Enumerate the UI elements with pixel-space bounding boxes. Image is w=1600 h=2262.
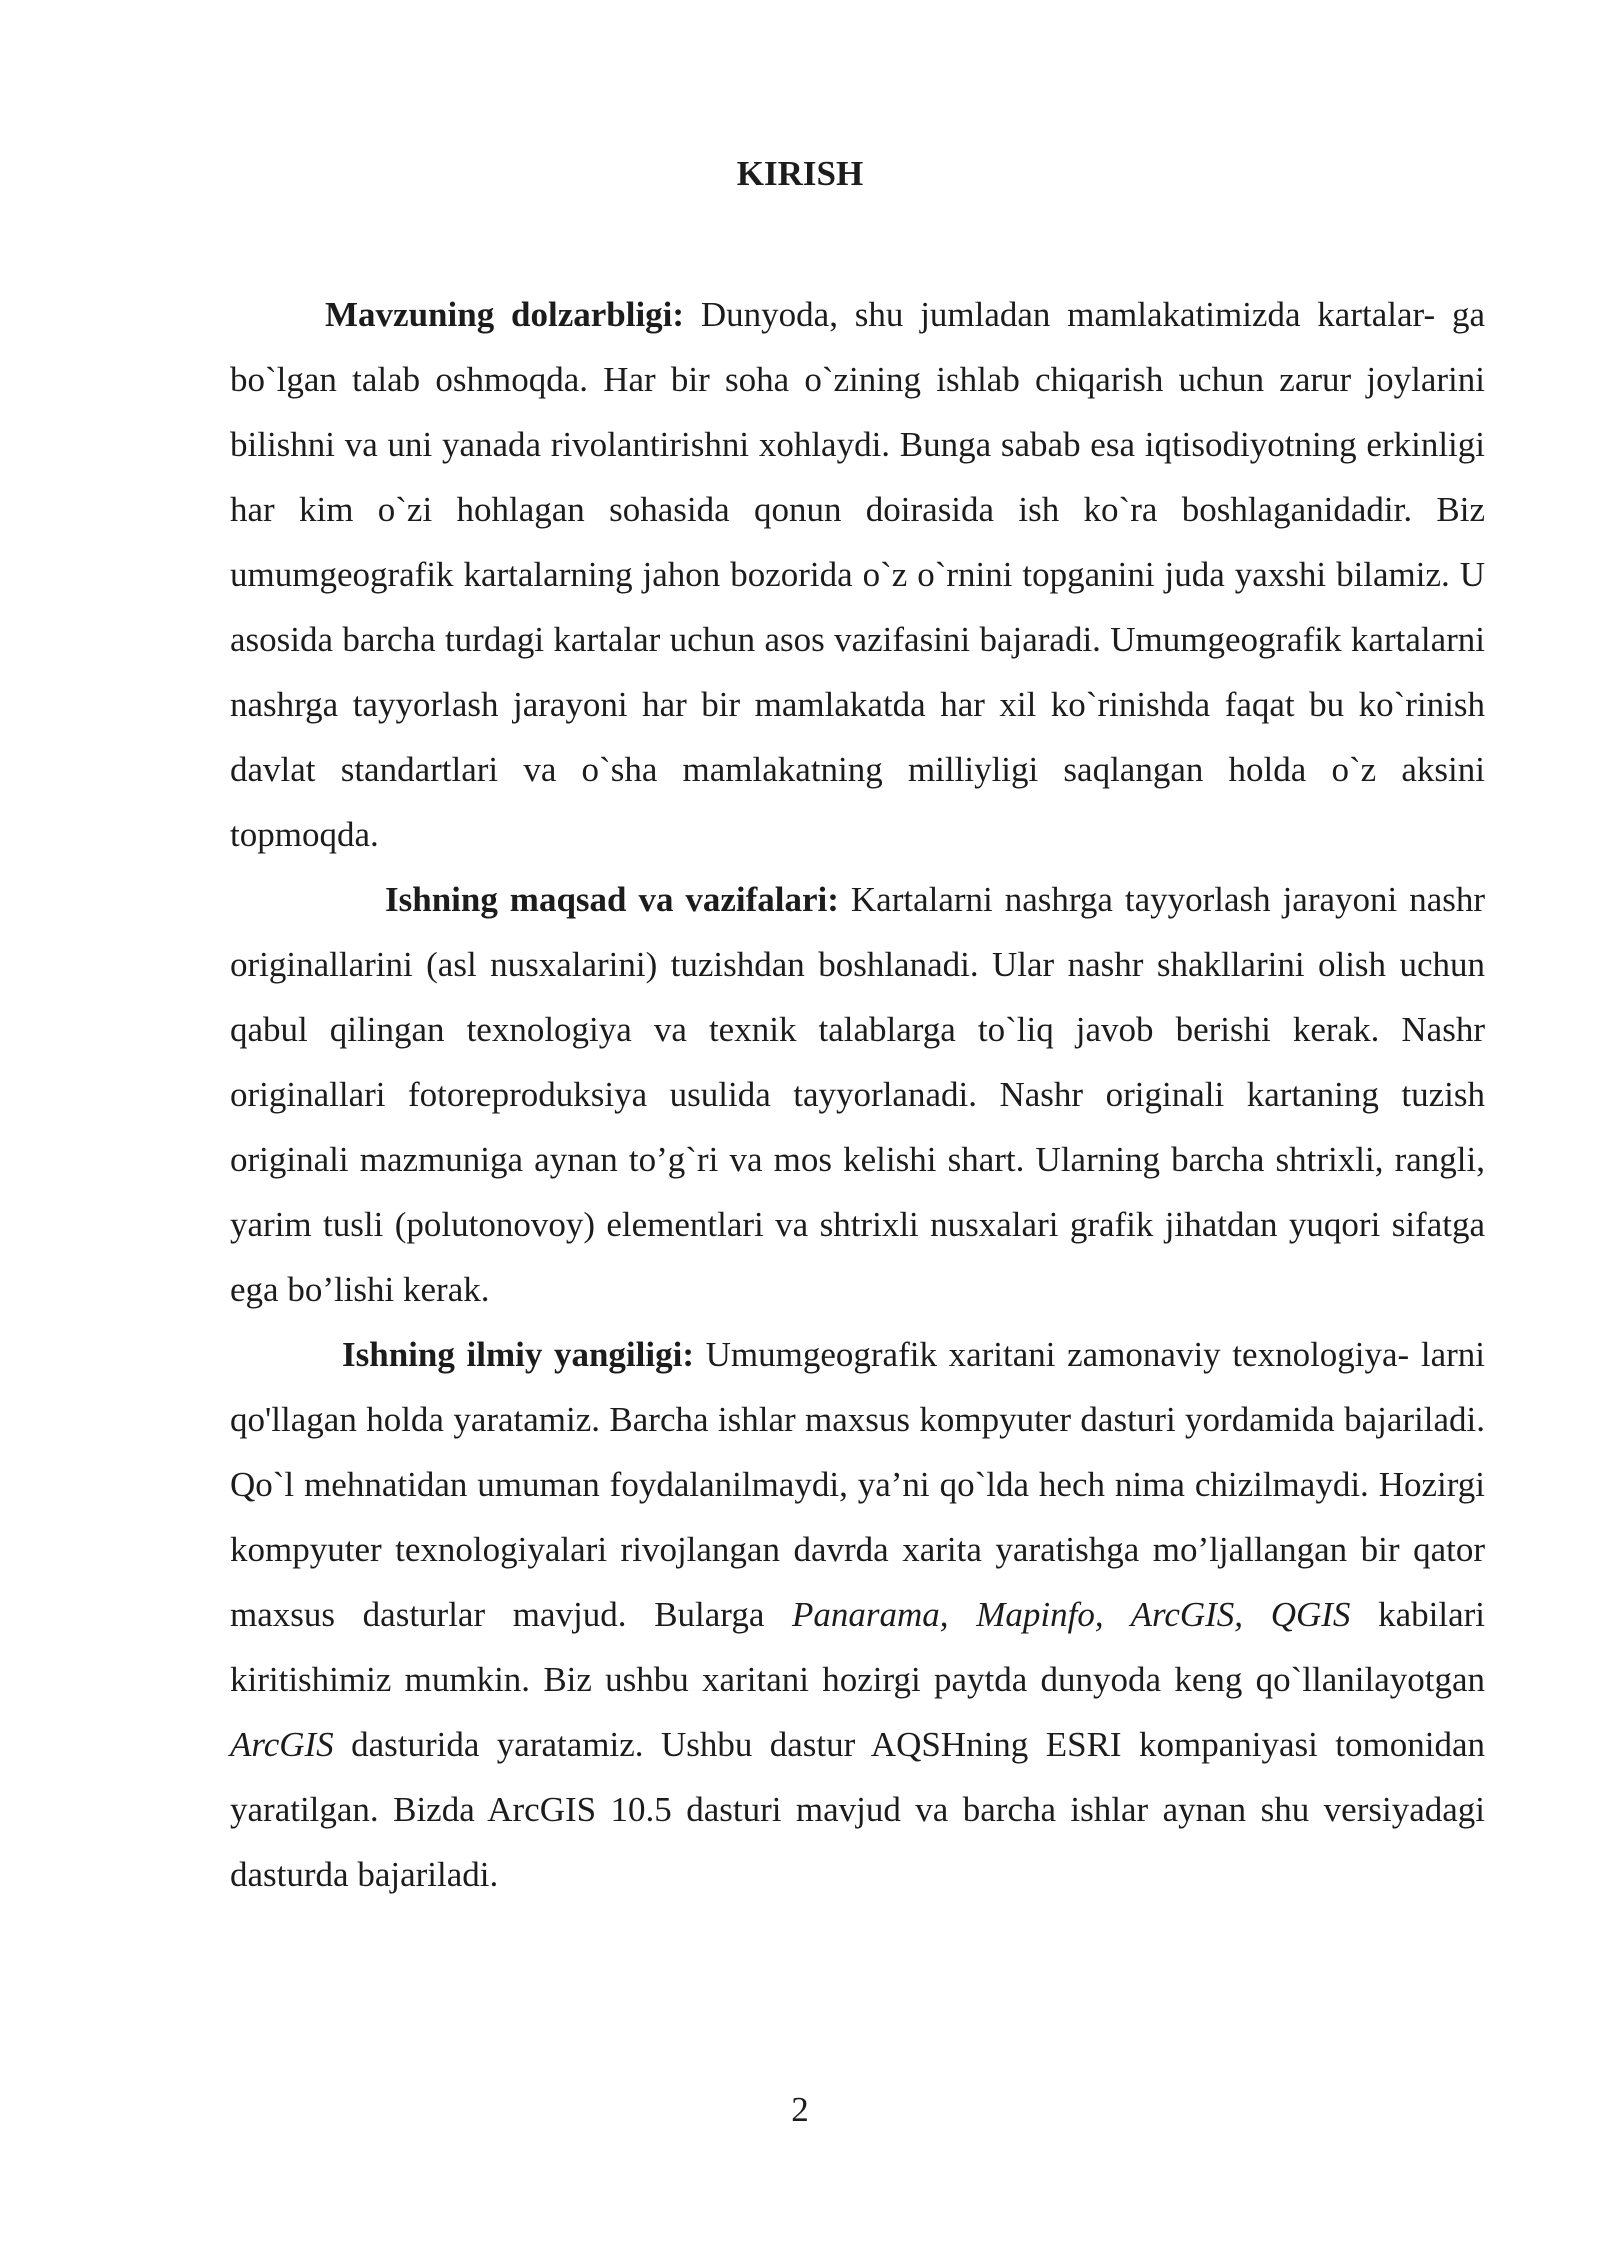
paragraph-goals bbox=[230, 867, 1485, 1322]
paragraph-text-novelty-a: Umumgeografik xaritani zamonaviy texnologiya- larni qo'llagan holda yaratamiz. Barcha ishlar maxsus kompyuter dasturi yordamida bajariladi. Qo`l mehnatidan umuman foydalanilmaydi, ya’ni qo`lda hech nima chizilmaydi. Hozirgi kompyuter texnologiyalari rivojlangan davrda xarita yaratishga mo’ljallangan bir qator maxsus dasturlar mavjud. Bularga bbox=[230, 1335, 1485, 1634]
paragraph-text-novelty-c: dasturida yaratamiz. Ushbu dastur AQSHning ESRI kompaniyasi tomonidan yaratilgan. Bizda ArcGIS 10.5 dasturi mavjud va barcha ishlar aynan shu versiyadagi dasturda bajariladi. bbox=[230, 1725, 1485, 1894]
paragraph-heading-goals: Ishning maqsad va vazifalari: bbox=[385, 880, 839, 919]
paragraph-text-novelty-b: kabilari kiritishimiz mumkin. Biz ushbu xaritani hozirgi paytda dunyoda keng qo`llanilayotgan bbox=[230, 1595, 1485, 1699]
software-list-italic: Panarama, Mapinfo, ArcGIS, QGIS bbox=[792, 1595, 1351, 1634]
page-title: KIRISH bbox=[736, 154, 864, 193]
paragraph-heading-relevance: Mavzuning dolzarbligi: bbox=[325, 295, 685, 334]
arcgis-italic: ArcGIS bbox=[230, 1725, 334, 1764]
document-body bbox=[230, 282, 1485, 1907]
paragraph-heading-novelty: Ishning ilmiy yangiligi: bbox=[342, 1335, 694, 1374]
paragraph-relevance bbox=[230, 282, 1485, 867]
paragraph-novelty bbox=[230, 1322, 1485, 1907]
page-number: 2 bbox=[791, 2090, 809, 2129]
paragraph-text-relevance: Dunyoda, shu jumladan mamlakatimizda kartalar- ga bo`lgan talab oshmoqda. Har bir soha o`zining ishlab chiqarish uchun zarur joylarini bilishni va uni yanada rivolantirishni xohlaydi. Bunga sabab esa iqtisodiyotning erkinligi har kim o`zi hohlagan sohasida qonun doirasida ish ko`ra boshlaganidadir. Biz umumgeografik kartalarning jahon bozorida o`z o`rnini topganini juda yaxshi bilamiz. U asosida barcha turdagi kartalar uchun asos vazifasini bajaradi. Umumgeografik kartalarni nashrga tayyorlash jarayoni har bir mamlakatda har xil ko`rinishda faqat bu ko`rinish davlat standartlari va o`sha mamlakatning milliyligi saqlangan holda o`z aksini topmoqda. bbox=[230, 295, 1485, 854]
paragraph-text-goals: Kartalarni nashrga tayyorlash jarayoni nashr originallarini (asl nusxalarini) tuzishdan boshlanadi. Ular nashr shakllarini olish uchun qabul qilingan texnologiya va texnik talablarga to`liq javob berishi kerak. Nashr originallari fotoreproduksiya usulida tayyorlanadi. Nashr originali kartaning tuzish originali mazmuniga aynan to’g`ri va mos kelishi shart. Ularning barcha shtrixli, rangli, yarim tusli (polutonovoy) elementlari va shtrixli nusxalari grafik jihatdan yuqori sifatga ega bo’lishi kerak. bbox=[230, 880, 1486, 1309]
